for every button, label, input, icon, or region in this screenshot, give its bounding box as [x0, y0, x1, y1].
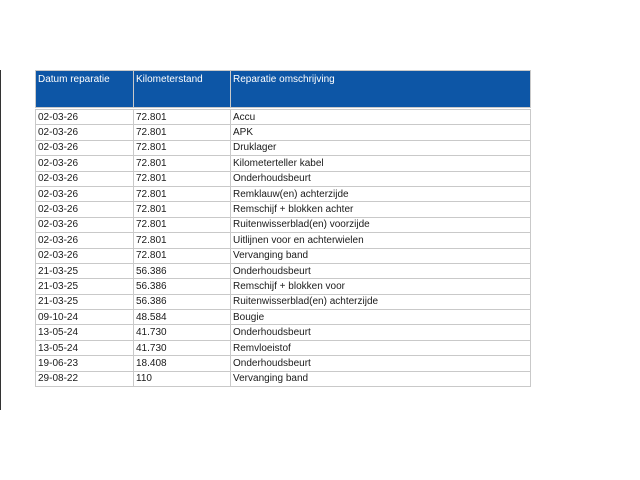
cell-mileage: 56.386 [134, 279, 231, 294]
cell-date: 02-03-26 [36, 171, 134, 186]
table-row [36, 279, 531, 294]
cell-date: 02-03-26 [36, 186, 134, 201]
cell-description: Onderhoudsbeurt [231, 263, 531, 278]
cell-mileage: 72.801 [134, 186, 231, 201]
cell-date: 02-03-26 [36, 248, 134, 263]
cell-date: 09-10-24 [36, 310, 134, 325]
cell-description: Ruitenwisserblad(en) achterzijde [231, 294, 531, 309]
header-date: Datum reparatie [36, 71, 134, 108]
cell-mileage: 72.801 [134, 125, 231, 140]
table-row [36, 263, 531, 278]
cell-description: Druklager [231, 140, 531, 155]
cell-description: Vervanging band [231, 371, 531, 386]
table-row [36, 371, 531, 386]
table-row [36, 171, 531, 186]
cell-date: 02-03-26 [36, 217, 134, 232]
cell-date: 02-03-26 [36, 140, 134, 155]
cell-mileage: 72.801 [134, 140, 231, 155]
cell-description: APK [231, 125, 531, 140]
table-row [36, 310, 531, 325]
header-description: Reparatie omschrijving [231, 71, 531, 108]
cell-description: Onderhoudsbeurt [231, 171, 531, 186]
cell-description: Remschijf + blokken achter [231, 202, 531, 217]
cell-mileage: 56.386 [134, 263, 231, 278]
cell-date: 21-03-25 [36, 263, 134, 278]
table-row [36, 233, 531, 248]
cell-description: Remschijf + blokken voor [231, 279, 531, 294]
cell-mileage: 72.801 [134, 202, 231, 217]
table-row [36, 110, 531, 125]
cell-mileage: 72.801 [134, 217, 231, 232]
cell-date: 21-03-25 [36, 279, 134, 294]
cell-date: 19-06-23 [36, 356, 134, 371]
cell-date: 29-08-22 [36, 371, 134, 386]
table-row [36, 356, 531, 371]
header-mileage: Kilometerstand [134, 71, 231, 108]
cell-description: Remklauw(en) achterzijde [231, 186, 531, 201]
repair-history-table [35, 70, 531, 387]
cell-mileage: 72.801 [134, 233, 231, 248]
table-row [36, 248, 531, 263]
cell-mileage: 72.801 [134, 171, 231, 186]
cell-description: Accu [231, 110, 531, 125]
cell-date: 02-03-26 [36, 202, 134, 217]
cell-mileage: 48.584 [134, 310, 231, 325]
cell-description: Ruitenwisserblad(en) voorzijde [231, 217, 531, 232]
table-row [36, 125, 531, 140]
cell-mileage: 41.730 [134, 325, 231, 340]
cell-date: 02-03-26 [36, 156, 134, 171]
cell-description: Onderhoudsbeurt [231, 356, 531, 371]
cell-mileage: 56.386 [134, 294, 231, 309]
cell-date: 02-03-26 [36, 125, 134, 140]
table-row [36, 294, 531, 309]
cell-mileage: 72.801 [134, 248, 231, 263]
cell-mileage: 41.730 [134, 340, 231, 355]
cell-mileage: 110 [134, 371, 231, 386]
table-body [36, 108, 531, 387]
cell-description: Kilometerteller kabel [231, 156, 531, 171]
header-row [36, 71, 531, 108]
cell-description: Onderhoudsbeurt [231, 325, 531, 340]
left-margin-rule [0, 70, 1, 410]
table-header [36, 71, 531, 108]
cell-mileage: 18.408 [134, 356, 231, 371]
cell-date: 13-05-24 [36, 325, 134, 340]
cell-mileage: 72.801 [134, 110, 231, 125]
cell-date: 02-03-26 [36, 110, 134, 125]
cell-date: 21-03-25 [36, 294, 134, 309]
table-row [36, 217, 531, 232]
cell-mileage: 72.801 [134, 156, 231, 171]
table-row [36, 186, 531, 201]
cell-description: Uitlijnen voor en achterwielen [231, 233, 531, 248]
table-row [36, 140, 531, 155]
table-row [36, 340, 531, 355]
table-row [36, 156, 531, 171]
table-row [36, 325, 531, 340]
cell-date: 13-05-24 [36, 340, 134, 355]
cell-date: 02-03-26 [36, 233, 134, 248]
cell-description: Vervanging band [231, 248, 531, 263]
table-row [36, 202, 531, 217]
cell-description: Remvloeistof [231, 340, 531, 355]
cell-description: Bougie [231, 310, 531, 325]
